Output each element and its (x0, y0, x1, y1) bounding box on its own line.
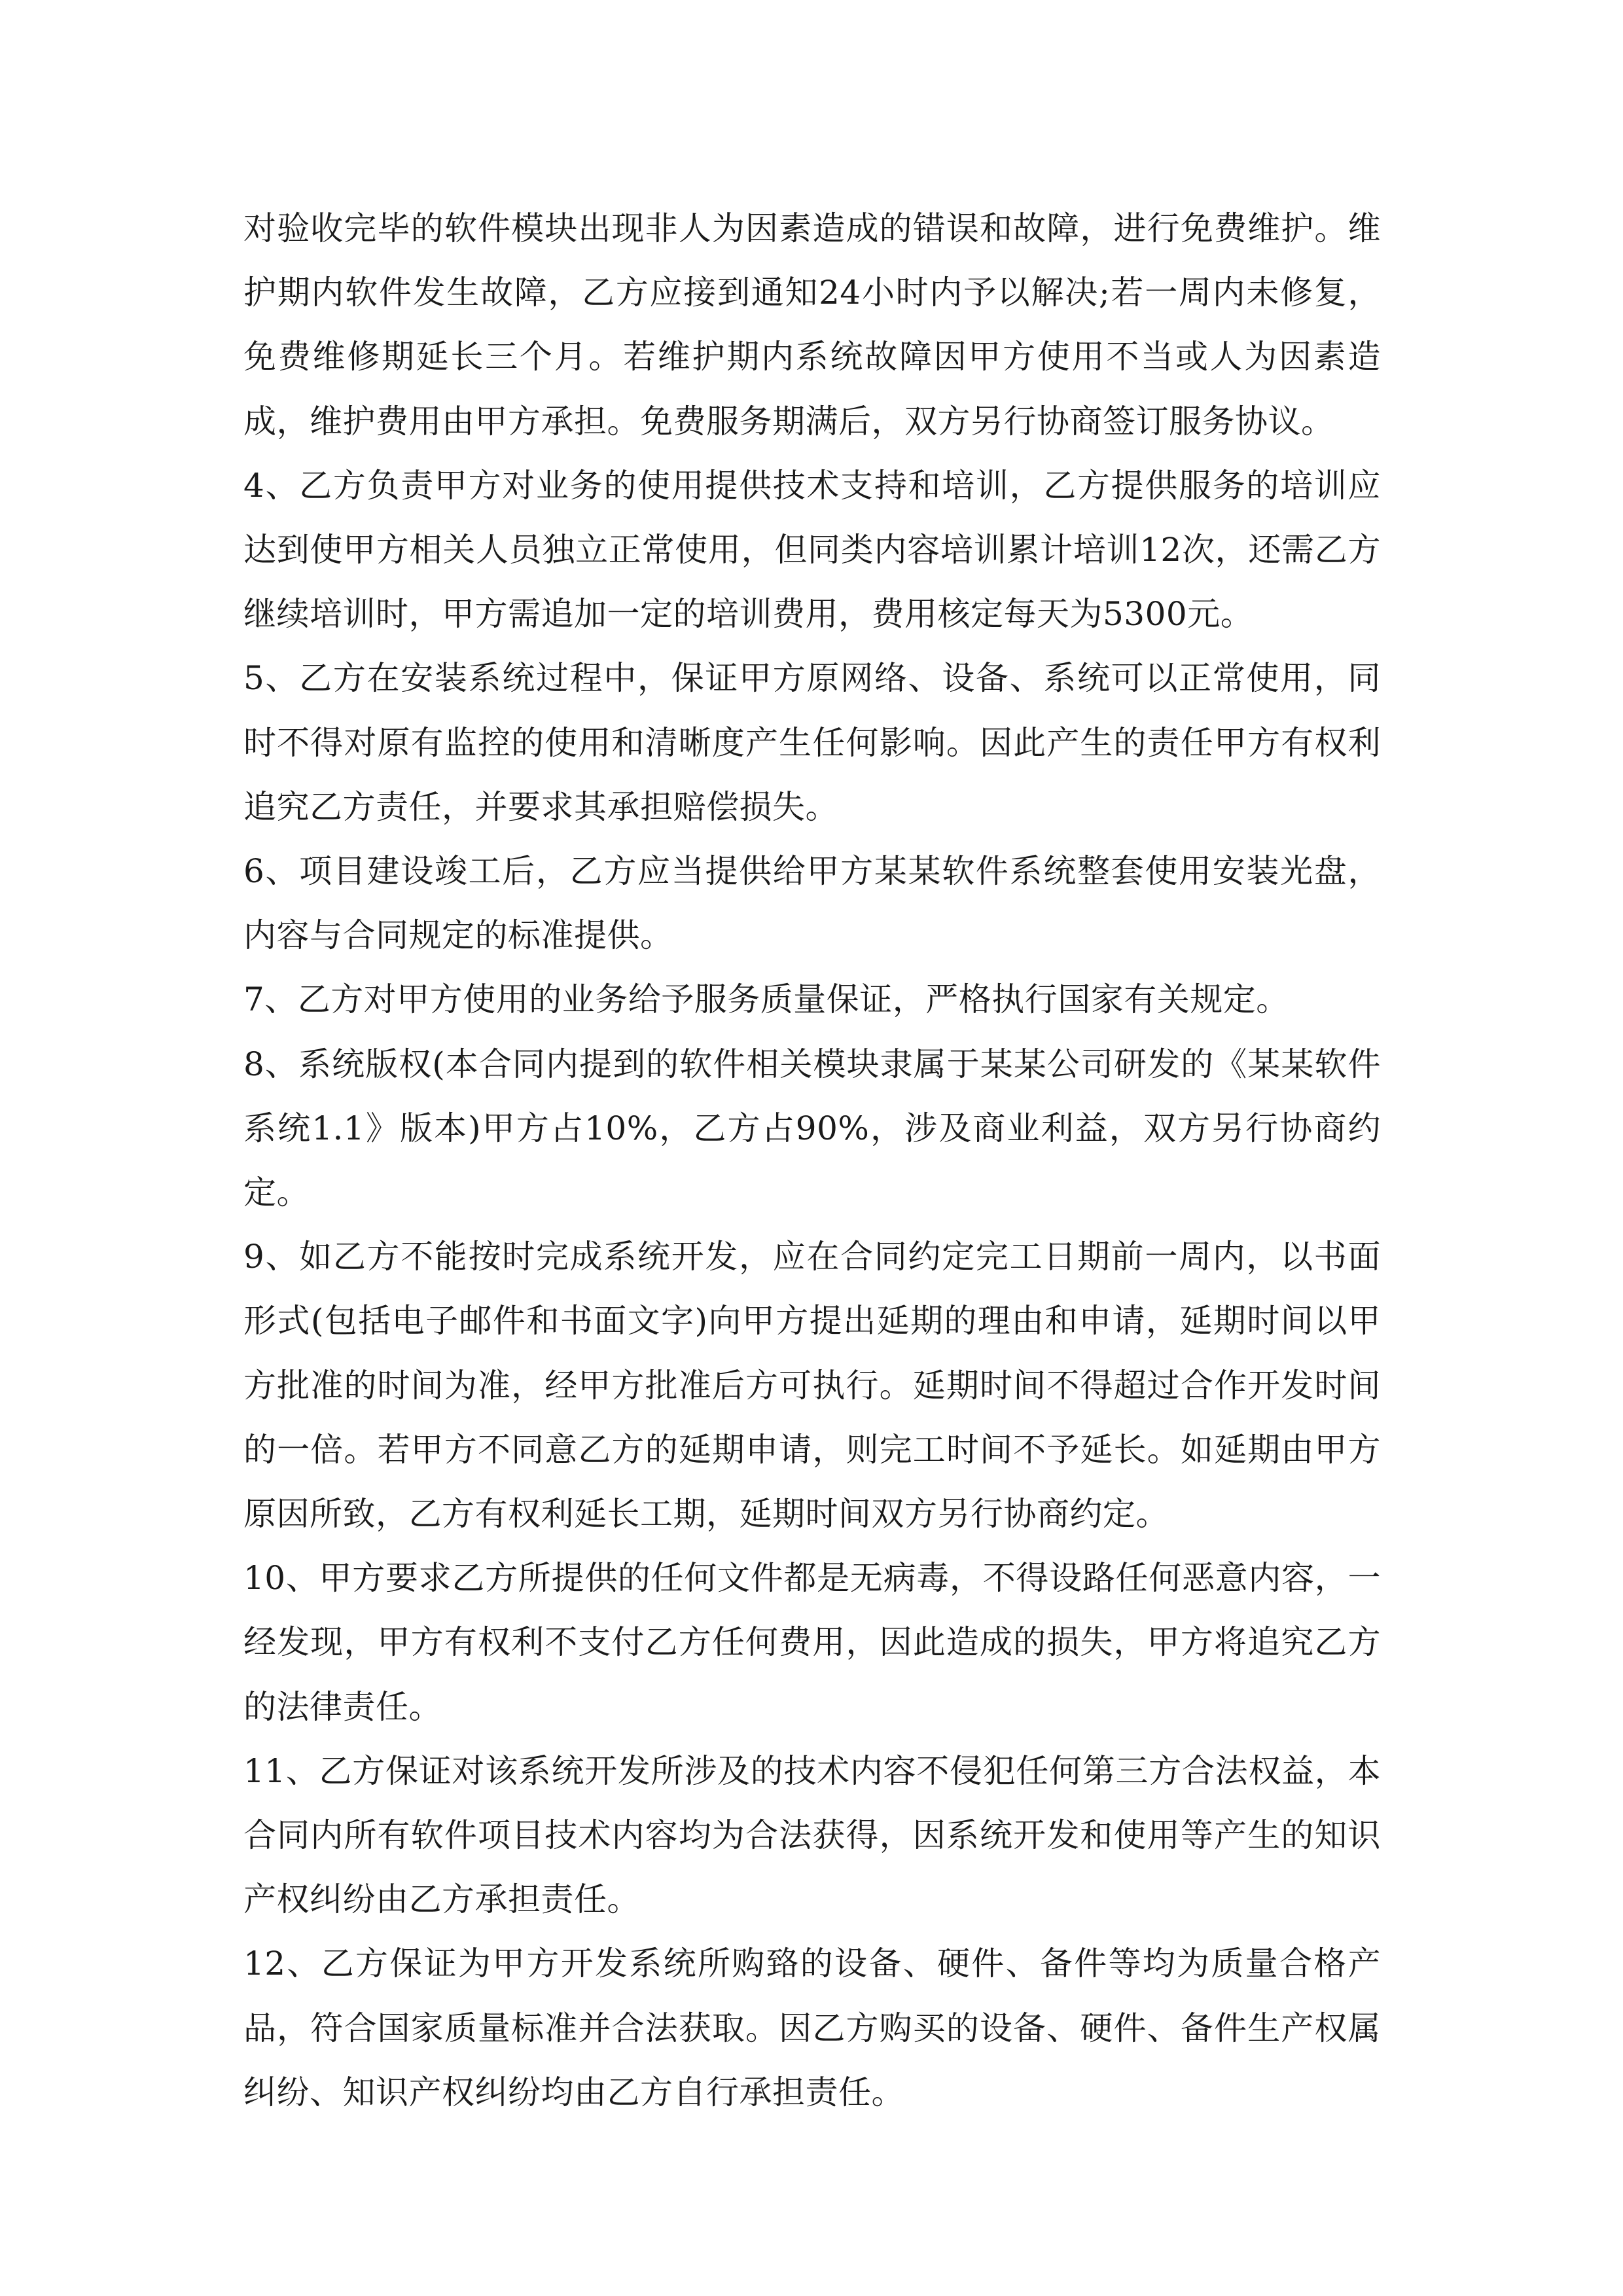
clause-8-copyright: 8、系统版权(本合同内提到的软件相关模块隶属于某某公司研发的《某某软件系统1.1》版本)甲方占10%，乙方占90%，涉及商业利益，双方另行协商约定。 (243, 1045, 1381, 1212)
clause-6-completion: 6、项目建设竣工后，乙方应当提供给甲方某某软件系统整套使用安装光盘，内容与合同规定的标准提供。 (243, 852, 1381, 955)
clause-4-training: 4、乙方负责甲方对业务的使用提供技术支持和培训，乙方提供服务的培训应达到使甲方相关人员独立正常使用，但同类内容培训累计培训12次，还需乙方继续培训时，甲方需追加一定的培训费用，费用核定每天为5300元。 (243, 466, 1381, 634)
clause-12-equipment: 12、乙方保证为甲方开发系统所购臵的设备、硬件、备件等均为质量合格产品，符合国家质量标准并合法获取。因乙方购买的设备、硬件、备件生产权属纠纷、知识产权纠纷均由乙方自行承担责任。 (243, 1945, 1381, 2111)
clause-11-ip: 11、乙方保证对该系统开发所涉及的技术内容不侵犯任何第三方合法权益，本合同内所有软件项目技术内容均为合法获得，因系统开发和使用等产生的知识产权纠纷由乙方承担责任。 (243, 1751, 1381, 1919)
clause-5-installation: 5、乙方在安装系统过程中，保证甲方原网络、设备、系统可以正常使用，同时不得对原有监控的使用和清晰度产生任何影响。因此产生的责任甲方有权利追究乙方责任，并要求其承担赔偿损失。 (243, 659, 1381, 826)
document-body (243, 196, 1381, 2125)
paragraph-maintenance: 对验收完毕的软件模块出现非人为因素造成的错误和故障，进行免费维护。维护期内软件发生故障，乙方应接到通知24小时内予以解决;若一周内未修复，免费维修期延长三个月。若维护期内系统故障因甲方使用不当或人为因素造成，维护费用由甲方承担。免费服务期满后，双方另行协商签订服务协议。 (243, 209, 1381, 440)
clause-10-files: 10、甲方要求乙方所提供的任何文件都是无病毒，不得设路任何恶意内容，一经发现，甲方有权利不支付乙方任何费用，因此造成的损失，甲方将追究乙方的法律责任。 (243, 1559, 1381, 1726)
clause-7-quality: 7、乙方对甲方使用的业务给予服务质量保证，严格执行国家有关规定。 (243, 980, 1289, 1019)
clause-9-delay: 9、如乙方不能按时完成系统开发，应在合同约定完工日期前一周内，以书面形式(包括电子邮件和书面文字)向甲方提出延期的理由和申请，延期时间以甲方批准的时间为准，经甲方批准后方可执行。延期时间不得超过合作开发时间的一倍。若甲方不同意乙方的延期申请，则完工时间不予延长。如延期由甲方原因所致，乙方有权利延长工期，延期时间双方另行协商约定。 (243, 1238, 1381, 1534)
